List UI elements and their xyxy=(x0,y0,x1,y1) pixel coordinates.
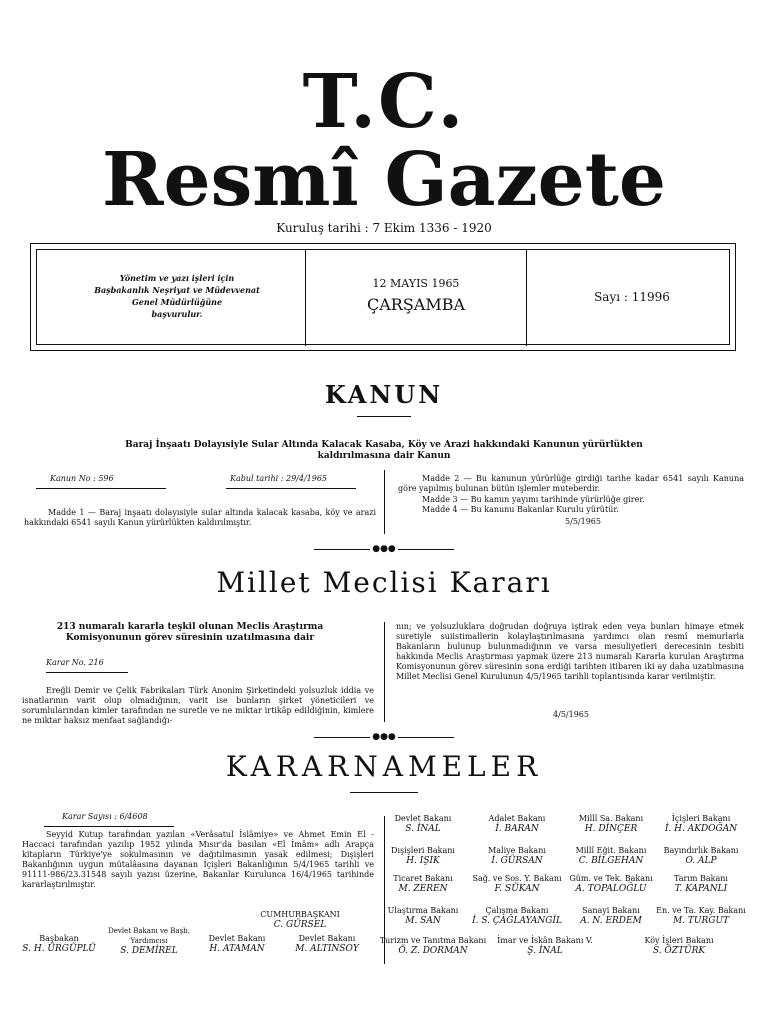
signature-title: Köy İşleri Bakanı xyxy=(644,936,714,945)
signature-name: S. DEMİREL xyxy=(120,946,178,956)
signature-block xyxy=(566,906,656,926)
signature-name: H. DİNÇER xyxy=(584,824,638,834)
issue-date-box xyxy=(305,250,527,346)
signature-title: Çalışma Bakanı xyxy=(485,906,549,915)
meclis-date: 4/5/1965 xyxy=(553,710,589,719)
signature-title: Devlet Bakanı xyxy=(298,934,356,943)
signature-title: Devlet Bakanı ve Başb. Yardımcısı xyxy=(108,927,190,945)
column-divider xyxy=(384,622,385,722)
kararname-decision-rule xyxy=(44,826,174,827)
section-ornament: ●●● xyxy=(314,732,454,742)
president-name: C. GÜRSEL xyxy=(273,920,327,930)
meclis-left-text: Ereğli Demir ve Çelik Fabrikaları Türk Anonim Şirketindeki yolsuzluk iddia ve isnatlarının varit olup olmadığının, varit ise bunların şirket yöneticileri ve sorumlularından kimler tarafından ne suretle ve ne miktar irtikâp edildiğinin, kimlere ne miktar haksız menfaat sağlandığı- xyxy=(22,686,374,725)
issue-info-inner xyxy=(36,249,730,345)
signature-title: Devlet Bakanı xyxy=(394,814,452,823)
accept-date-rule xyxy=(226,488,356,489)
president-signature xyxy=(250,910,350,930)
issue-day: ÇARŞAMBA xyxy=(366,295,466,314)
contact-line: başvurulur. xyxy=(151,309,203,319)
signature-block xyxy=(192,934,282,954)
decision-no-rule xyxy=(46,672,128,673)
headline-line: 213 numaralı kararla teşkil olunan Meclis Araştırma xyxy=(56,622,324,632)
signature-name: İ. S. ÇAĞLAYANGİL xyxy=(472,916,562,926)
headline-line: Komisyonunun görev süresinin uzatılmasına dair xyxy=(65,633,315,643)
contact-line: Başbakanlık Neşriyat ve Müdevvenat xyxy=(94,285,260,295)
signature-name: Ö. Z. DORMAN xyxy=(398,946,468,956)
signature-title: Sağ. ve Sos. Y. Bakanı xyxy=(472,874,562,883)
section-title-kararname: KARARNAMELER xyxy=(225,750,543,783)
contact-note xyxy=(67,272,287,320)
signature-name: İ. BARAN xyxy=(495,824,539,834)
signature-name: İ. GÜRSAN xyxy=(491,856,543,866)
contact-line: Genel Müdürlüğüne xyxy=(131,297,223,307)
signature-title: Millî Eğit. Bakanı xyxy=(575,846,647,855)
signature-name: S. İNAL xyxy=(405,824,441,834)
meclis-right-text: nın; ve yolsuzluklara doğrudan doğruya iştirak eden veya bunları himaye etmek suretiyle suiistimallerin kolaylaştırılmasına yardımcı olan resmî memurlarla Bakanların bulunup bulunmadığının ve varsa mesuliyetleri derecesinin tesbiti hakkında Meclis Araştırması yapmak üzere 213 numaralı Kararla kurulan Araştırma Komisyonunun görev süresinin sona erdiği tarihten itibaren iki ay daha uzatılmasına Millet Meclisi Genel Kurulunun 4/5/1965 tarihli toplantısında karar verilmiştir. xyxy=(396,622,744,681)
accept-date: Kabul tarihi : 29/4/1965 xyxy=(230,474,327,483)
signature-block xyxy=(282,934,372,954)
signature-block xyxy=(566,874,656,894)
signature-name: M. SAN xyxy=(405,916,441,926)
column-divider xyxy=(384,470,385,534)
signature-title: Sanayi Bakanı xyxy=(582,906,640,915)
section-title-meclis: Millet Meclisi Kararı xyxy=(216,566,552,599)
signature-name: A. TOPALOĞLU xyxy=(575,884,647,894)
meclis-decision-no: Karar No. 216 xyxy=(46,658,104,667)
signature-name: C. BİLGEHAN xyxy=(578,856,644,866)
signature-title: Bayındırlık Bakanı xyxy=(663,846,739,855)
signature-name: F. SÜKAN xyxy=(494,884,540,894)
signature-block xyxy=(378,846,468,866)
signature-block xyxy=(378,906,468,926)
section-title-kanun: KANUN xyxy=(324,380,444,409)
masthead-tc: T.C. xyxy=(302,59,466,145)
section-ornament: ●●● xyxy=(314,544,454,554)
signature-name: M. TURGUT xyxy=(672,916,730,926)
contact-line: Yönetim ve yazı işleri için xyxy=(119,273,235,283)
kararname-decision-no: Karar Sayısı : 6/4608 xyxy=(62,812,148,821)
signature-block xyxy=(656,874,746,894)
signature-title: Dışişleri Bakanı xyxy=(391,846,455,855)
signature-name: M. ZEREN xyxy=(398,884,448,894)
issue-number: Sayı : 11996 xyxy=(594,290,670,304)
kanun-headline xyxy=(60,440,708,462)
issue-info-box xyxy=(30,243,736,351)
signature-block xyxy=(490,936,600,956)
meclis-headline xyxy=(30,622,350,644)
signature-name: S. H. ÜRGÜPLÜ xyxy=(22,944,96,954)
signature-block xyxy=(472,814,562,834)
signature-title: Tarım Bakanı xyxy=(674,874,728,883)
signature-name: Ş. İNAL xyxy=(527,946,563,956)
signature-name: İ. H. AKDOĞAN xyxy=(664,824,738,834)
signature-block xyxy=(656,906,746,926)
signature-name: O. ALP xyxy=(685,856,717,866)
signature-name: H. IŞIK xyxy=(406,856,440,866)
signature-block xyxy=(656,846,746,866)
section-rule xyxy=(357,416,411,417)
masthead-title: Resmî Gazete xyxy=(102,137,666,223)
signature-title: Ticaret Bakanı xyxy=(393,874,453,883)
issue-date: 12 MAYIS 1965 xyxy=(372,277,460,290)
signature-name: H. ATAMAN xyxy=(209,944,265,954)
signature-block xyxy=(634,936,724,956)
signature-title: Devlet Bakanı xyxy=(208,934,266,943)
signature-title: Adalet Bakanı xyxy=(488,814,546,823)
signature-block xyxy=(472,874,562,894)
kararname-text: Seyyid Kutup tarafından yazılan «Verâsatul İslâmiye» ve Ahmet Emin El - Haccaci tarafından yazılıp 1952 yılında Mısır'da basılan «El İmâm» adlı Arapça kitapların Türkiye'ye sokulmasının ve dağıtılmasının yasak edilmesi; Dışişleri Bakanlığının uygun mütalâasına dayanan İçişleri Bakanlığının 5/4/1965 tarihli ve 91111-986/23.31548 sayılı yazısı üzerine, Bakanlar Kurulunca 16/4/1965 tarihinde kararlaştırılmıştır. xyxy=(22,830,374,889)
signature-block xyxy=(566,814,656,834)
signature-title: İçişleri Bakanı xyxy=(671,814,731,823)
signature-block xyxy=(656,814,746,834)
signature-block xyxy=(472,846,562,866)
president-title: CUMHURBAŞKANI xyxy=(260,910,340,919)
signature-title: Başbakan xyxy=(39,934,79,943)
signature-title: Turizm ve Tanıtma Bakanı xyxy=(379,936,487,945)
signature-name: A. N. ERDEM xyxy=(580,916,642,926)
signature-name: S. ÖZTÜRK xyxy=(652,946,706,956)
signature-title: Ulaştırma Bakanı xyxy=(387,906,459,915)
founded-date: Kuruluş tarihi : 7 Ekim 1336 - 1920 xyxy=(276,221,492,235)
signature-title: Güm. ve Tek. Bakanı xyxy=(569,874,653,883)
signature-name: T. KAPANLI xyxy=(674,884,728,894)
signature-block xyxy=(378,936,488,956)
signature-title: İmar ve İskân Bakanı V. xyxy=(497,936,593,945)
signature-title: En. ve Ta. Kay. Bakanı xyxy=(656,906,746,915)
signature-block xyxy=(378,874,468,894)
signature-block xyxy=(472,906,562,926)
signature-title: Maliye Bakanı xyxy=(488,846,546,855)
signature-block xyxy=(378,814,468,834)
kanun-madde-2: Madde 2 — Bu kanunun yürürlüğe girdiği tarihe kadar 6541 sayılı Kanuna göre yapılmış bulunan bütün işlemler muteberdir. xyxy=(398,474,744,493)
law-number: Kanun No : 596 xyxy=(50,474,114,483)
section-rule xyxy=(350,792,418,793)
law-number-rule xyxy=(36,488,166,489)
headline-line: Baraj İnşaatı Dolayısiyle Sular Altında Kalacak Kasaba, Köy ve Arazi hakkındaki Kanunun yürürlükten xyxy=(125,440,643,450)
headline-line: kaldırılmasına dair Kanun xyxy=(317,451,451,461)
kanun-date: 5/5/1965 xyxy=(565,517,601,526)
kanun-madde-1: Madde 1 — Baraj inşaatı dolayısiyle sular altında kalacak kasaba, köy ve arazi hakkındaki 6541 sayılı Kanun yürürlükten kaldırılmıştır. xyxy=(24,508,376,527)
signature-block xyxy=(14,934,104,954)
signature-block xyxy=(566,846,656,866)
signature-title: Millî Sa. Bakanı xyxy=(578,814,644,823)
kanun-madde-4: Madde 4 — Bu kanunu Bakanlar Kurulu yürütür. xyxy=(422,505,619,514)
signature-block xyxy=(104,926,194,956)
kanun-madde-3: Madde 3 — Bu kanun yayımı tarihinde yürürlüğe girer. xyxy=(422,495,645,504)
signature-name: M. ALTINSOY xyxy=(295,944,359,954)
